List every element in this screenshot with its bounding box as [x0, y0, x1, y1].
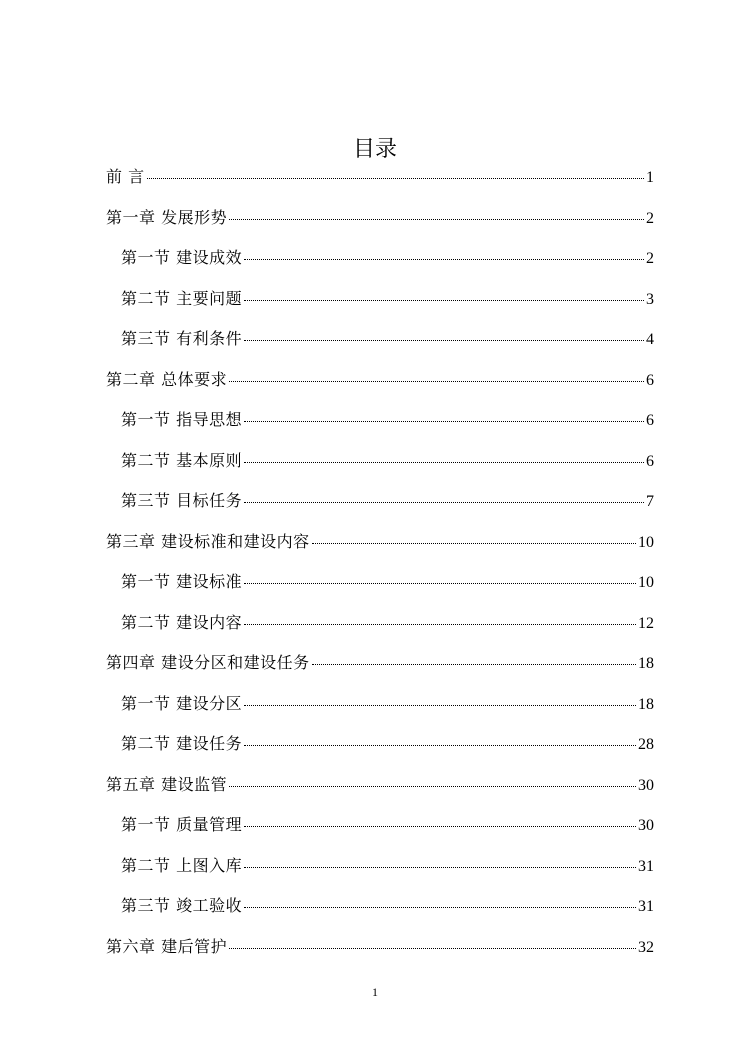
toc-entry-label: 第三节 竣工验收: [121, 896, 243, 915]
toc-entry-label: 第三章 建设标准和建设内容: [106, 531, 310, 551]
toc-entry-label: 第四章 建设分区和建设任务: [106, 653, 310, 672]
toc-entry[interactable]: [106, 933, 654, 961]
dot-leader: [229, 947, 636, 949]
toc-entry-label: 第二节 基本原则: [121, 450, 243, 470]
toc-title: 目录: [352, 137, 397, 162]
toc-entry-page: 7: [646, 493, 654, 510]
toc-entry-label: 第一节 建设成效: [121, 248, 243, 267]
toc-entry-page: 18: [638, 655, 654, 672]
dot-leader: [229, 380, 644, 382]
toc-entry-page: 2: [646, 250, 654, 267]
toc-entry-page: 12: [638, 614, 654, 632]
toc-entry-label: 第一节 质量管理: [121, 815, 243, 834]
toc-entry[interactable]: [121, 244, 654, 272]
toc-entry[interactable]: [121, 285, 654, 313]
dot-leader: [244, 825, 636, 827]
toc-entry[interactable]: [121, 487, 654, 515]
toc-entry[interactable]: [121, 447, 654, 475]
dot-leader: [244, 299, 644, 301]
dot-leader: [244, 501, 644, 503]
toc-entry[interactable]: [106, 366, 654, 394]
toc-entry-page: 28: [638, 736, 654, 753]
dot-leader: [244, 906, 636, 908]
toc-entry-page: 30: [638, 776, 654, 794]
toc-entry-page: 6: [646, 412, 654, 429]
toc-entry-page: 4: [646, 331, 654, 348]
toc-entry-page: 18: [638, 695, 654, 713]
dot-leader: [312, 663, 636, 665]
toc-entry-page: 31: [638, 898, 654, 915]
dot-leader: [244, 339, 644, 341]
dot-leader: [229, 785, 636, 787]
toc-entry[interactable]: [121, 730, 654, 758]
toc-entry[interactable]: [121, 852, 654, 880]
toc-entry-page: 10: [638, 574, 654, 591]
toc-entry-label: 第二节 上图入库: [121, 855, 243, 875]
toc-entry-label: 第一节 建设标准: [121, 572, 243, 591]
toc-entry-label: 前 言: [106, 167, 145, 186]
toc-entry[interactable]: [106, 649, 654, 677]
dot-leader: [244, 420, 644, 422]
toc-entry-page: 3: [646, 290, 654, 308]
toc-entry-page: 2: [646, 209, 654, 227]
dot-leader: [244, 704, 636, 706]
toc-entry-page: 32: [638, 938, 654, 956]
toc-entry[interactable]: [106, 771, 654, 799]
toc-entry[interactable]: [106, 163, 654, 191]
page-number: 1: [372, 985, 378, 999]
toc-entry[interactable]: [121, 568, 654, 596]
toc-entry-page: 31: [638, 857, 654, 875]
toc-entry-label: 第三节 有利条件: [121, 329, 243, 348]
toc-entry-label: 第二章 总体要求: [106, 369, 228, 389]
dot-leader: [244, 258, 644, 260]
toc-entry-label: 第三节 目标任务: [121, 491, 243, 510]
toc-entry-label: 第五章 建设监管: [106, 774, 228, 794]
toc-entry-page: 10: [638, 533, 654, 551]
toc-entry-page: 1: [646, 169, 654, 186]
toc-entry-label: 第二节 主要问题: [121, 288, 243, 308]
toc-entry[interactable]: [121, 325, 654, 353]
dot-leader: [244, 866, 636, 868]
toc-entry[interactable]: [121, 406, 654, 434]
toc-entry[interactable]: [121, 609, 654, 637]
toc-entry-label: 第一节 指导思想: [121, 410, 243, 429]
toc-entry-label: 第二节 建设任务: [121, 734, 243, 753]
toc-entry[interactable]: [121, 690, 654, 718]
toc-entry[interactable]: [106, 204, 654, 232]
dot-leader: [244, 744, 636, 746]
toc-entry-label: 第六章 建后管护: [106, 936, 228, 956]
toc-entry-label: 第一章 发展形势: [106, 207, 228, 227]
toc-entry-label: 第一节 建设分区: [121, 693, 243, 713]
dot-leader: [229, 218, 644, 220]
dot-leader: [312, 542, 636, 544]
dot-leader: [244, 582, 636, 584]
toc-entry[interactable]: [121, 892, 654, 920]
toc-entry-label: 第二节 建设内容: [121, 612, 243, 632]
toc-entry[interactable]: [106, 528, 654, 556]
toc-entry-page: 6: [646, 452, 654, 470]
toc-entry-page: 6: [646, 371, 654, 389]
toc-entry[interactable]: [121, 811, 654, 839]
dot-leader: [244, 623, 636, 625]
dot-leader: [244, 461, 644, 463]
toc-entry-page: 30: [638, 817, 654, 834]
dot-leader: [147, 177, 644, 179]
